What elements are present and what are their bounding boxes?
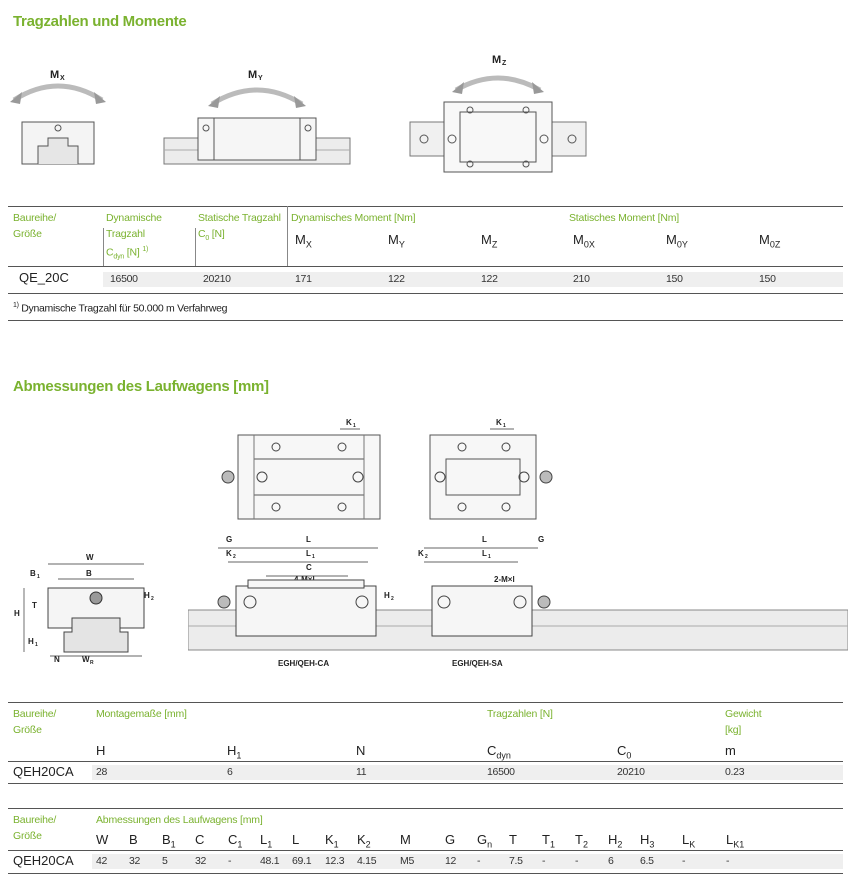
t2-cdyn: 16500 xyxy=(487,766,515,778)
svg-text:B: B xyxy=(30,569,36,578)
t3-col-symbol: T xyxy=(575,832,583,847)
table1-header-rule xyxy=(8,266,843,267)
t1-divider xyxy=(195,228,196,266)
t3-value: 48.1 xyxy=(260,855,280,867)
svg-text:2-M×l: 2-M×l xyxy=(494,575,515,584)
t3-col-header xyxy=(400,832,411,847)
svg-text:L: L xyxy=(482,535,487,544)
t1-m0y: 150 xyxy=(666,273,683,285)
table2-top-rule xyxy=(8,702,843,703)
svg-text:1: 1 xyxy=(503,423,506,429)
t3-value: 5 xyxy=(162,855,168,867)
table3-bottom-rule xyxy=(8,873,843,874)
table2-header-rule xyxy=(8,761,843,762)
my-moment-drawing xyxy=(162,62,352,172)
t3-col-symbol: T xyxy=(509,832,517,847)
t2-col-c0: $C_0$ xyxy=(617,743,632,761)
t3-value: 32 xyxy=(195,855,207,867)
svg-text:W: W xyxy=(86,553,94,562)
t3-col-header xyxy=(357,832,371,850)
t2-load-head: Tragzahlen [N] xyxy=(487,708,553,720)
t3-col-symbol: W xyxy=(96,832,109,847)
t3-value: - xyxy=(726,855,730,867)
t3-value: 42 xyxy=(96,855,108,867)
t1-mz: 122 xyxy=(481,273,498,285)
svg-text:Z: Z xyxy=(502,60,507,67)
t1-dyn-load-head: Dynamische Tragzahl $C_{dyn}$ [N] $^{1)}$ xyxy=(106,212,162,261)
svg-text:G: G xyxy=(538,535,545,544)
t3-col-symbol: C xyxy=(228,832,238,847)
t3-dims-head: Abmessungen des Laufwagens [mm] xyxy=(96,814,263,826)
svg-text:2: 2 xyxy=(425,554,428,560)
t3-col-symbol: L xyxy=(682,832,690,847)
t3-col-subscript: K xyxy=(689,839,696,850)
t1-m0x: 210 xyxy=(573,273,590,285)
t3-value: M5 xyxy=(400,855,414,867)
t3-col-symbol: G xyxy=(477,832,488,847)
t1-dyn-moment-head: Dynamisches Moment [Nm] xyxy=(291,212,416,224)
t3-value: - xyxy=(575,855,579,867)
t2-m: 0.23 xyxy=(725,766,745,778)
svg-text:N: N xyxy=(54,655,60,664)
svg-text:1: 1 xyxy=(312,554,315,560)
t2-col-m: m xyxy=(725,743,736,758)
t3-col-subscript: 1 xyxy=(170,839,176,850)
t3-value: 32 xyxy=(129,855,141,867)
t1-divider xyxy=(287,206,288,266)
svg-text:L: L xyxy=(306,549,311,558)
mz-moment-drawing xyxy=(408,50,588,175)
svg-text:L: L xyxy=(306,535,311,544)
svg-text:H: H xyxy=(144,591,150,600)
t2-mount-head: Montagemaße [mm] xyxy=(96,708,187,720)
t3-col-symbol: L xyxy=(726,832,734,847)
svg-text:W: W xyxy=(82,655,90,664)
t3-col-subscript: 1 xyxy=(237,839,243,850)
top-view-sa-drawing xyxy=(420,415,560,525)
t3-value: 4.15 xyxy=(357,855,377,867)
t3-value: - xyxy=(477,855,481,867)
svg-text:1: 1 xyxy=(37,574,40,580)
t2-col-h: H xyxy=(96,743,106,758)
t1-c0: 20210 xyxy=(203,273,231,285)
svg-text:1: 1 xyxy=(488,554,491,560)
t1-my: 122 xyxy=(388,273,405,285)
t1-cdyn: 16500 xyxy=(110,273,138,285)
mx-label: M xyxy=(50,69,60,81)
t3-col-symbol: H xyxy=(640,832,650,847)
svg-text:H: H xyxy=(384,591,390,600)
t3-col-header xyxy=(96,832,108,847)
t1-col-m0y: $M_{0Y}$ xyxy=(666,232,688,250)
t3-col-subscript: 2 xyxy=(365,839,371,850)
svg-text:B: B xyxy=(86,569,92,578)
t3-col-subscript: n xyxy=(487,839,493,850)
t3-col-symbol: L xyxy=(260,832,268,847)
cross-section-drawing xyxy=(10,548,160,670)
t3-col-header xyxy=(228,832,242,850)
t3-col-symbol: H xyxy=(608,832,618,847)
table1-row-rule xyxy=(8,293,843,294)
svg-text:K: K xyxy=(496,418,502,427)
t2-h1: 6 xyxy=(227,766,233,778)
t1-footnote: $^{1)}$ Dynamische Tragzahl für 50.000 m Verfahrweg xyxy=(13,302,228,315)
t2-col-n: N xyxy=(356,743,366,758)
t3-col-symbol: K xyxy=(357,832,366,847)
t3-col-subscript: 1 xyxy=(333,839,339,850)
table3-top-rule xyxy=(8,808,843,809)
t3-value: 6.5 xyxy=(640,855,654,867)
svg-text:C: C xyxy=(306,563,312,572)
svg-text:K: K xyxy=(346,418,352,427)
t3-col-header xyxy=(542,832,555,850)
t3-col-header xyxy=(477,832,492,850)
svg-text:1: 1 xyxy=(353,423,356,429)
t3-col-symbol: C xyxy=(195,832,205,847)
t3-col-header xyxy=(162,832,176,850)
t1-stat-moment-head: Statisches Moment [Nm] xyxy=(569,212,679,224)
svg-text:X: X xyxy=(60,75,65,82)
t3-col-subscript: 2 xyxy=(582,839,588,850)
t3-col-subscript: K1 xyxy=(733,839,745,850)
svg-text:H: H xyxy=(28,637,34,646)
t2-weight-head: Gewicht [kg] xyxy=(725,708,762,736)
t3-col-symbol: B xyxy=(162,832,171,847)
t2-col-cdyn: $C_{dyn}$ xyxy=(487,743,511,761)
t2-series: QEH20CA xyxy=(13,764,74,779)
t3-col-header xyxy=(445,832,455,847)
t3-col-header xyxy=(129,832,138,847)
t3-col-symbol: K xyxy=(325,832,334,847)
t3-col-header xyxy=(726,832,744,850)
svg-text:K: K xyxy=(226,549,232,558)
t3-col-header xyxy=(260,832,272,850)
t3-col-header xyxy=(509,832,517,847)
t3-col-subscript: 3 xyxy=(649,839,655,850)
table2-bottom-rule xyxy=(8,783,843,784)
t3-value: - xyxy=(228,855,232,867)
t1-col-mz: $M_Z$ xyxy=(481,232,498,250)
t3-col-subscript: 1 xyxy=(267,839,273,850)
table1-top-rule xyxy=(8,206,843,207)
t1-series-head: Baureihe/ Größe xyxy=(13,212,57,240)
svg-text:L: L xyxy=(482,549,487,558)
t1-col-my: $M_Y$ xyxy=(388,232,405,250)
t1-col-mx: $M_X$ xyxy=(295,232,312,250)
t3-col-header xyxy=(640,832,654,850)
t1-col-m0z: $M_{0Z}$ xyxy=(759,232,781,250)
t3-value: - xyxy=(542,855,546,867)
section-title-dimensions: Abmessungen des Laufwagens [mm] xyxy=(13,378,269,395)
t3-col-header xyxy=(325,832,339,850)
t3-col-symbol: G xyxy=(445,832,456,847)
t3-col-header xyxy=(292,832,299,847)
svg-text:T: T xyxy=(32,601,37,610)
t1-mx: 171 xyxy=(295,273,312,285)
t3-col-symbol: M xyxy=(400,832,411,847)
t3-col-header xyxy=(682,832,695,850)
t2-c0: 20210 xyxy=(617,766,645,778)
t3-col-header xyxy=(575,832,588,850)
t1-col-m0x: $M_{0X}$ xyxy=(573,232,595,250)
table3-header-rule xyxy=(8,850,843,851)
t3-value: 12.3 xyxy=(325,855,345,867)
svg-text:K: K xyxy=(418,549,424,558)
t2-col-h1: $H_1$ xyxy=(227,743,242,761)
section-title-loads: Tragzahlen und Momente xyxy=(13,13,187,30)
t3-col-header xyxy=(608,832,622,850)
t3-col-symbol: L xyxy=(292,832,300,847)
t1-stat-load-head: Statische Tragzahl $C_0$ [N] xyxy=(198,212,281,243)
t2-series-head: Baureihe/ Größe xyxy=(13,708,57,736)
svg-text:M: M xyxy=(248,69,258,81)
t3-series: QEH20CA xyxy=(13,853,74,868)
svg-text:1: 1 xyxy=(35,642,38,648)
t3-col-subscript: 1 xyxy=(549,839,555,850)
svg-text:Y: Y xyxy=(258,75,263,82)
t3-value: 6 xyxy=(608,855,614,867)
t3-col-header xyxy=(195,832,204,847)
t1-divider xyxy=(103,228,104,266)
svg-text:2: 2 xyxy=(391,596,394,602)
side-view-drawing xyxy=(188,530,848,678)
svg-text:R: R xyxy=(90,660,94,666)
svg-text:G: G xyxy=(226,535,233,544)
t2-h: 28 xyxy=(96,766,108,778)
t3-value: 69.1 xyxy=(292,855,312,867)
svg-text:H: H xyxy=(14,609,20,618)
svg-text:2: 2 xyxy=(151,596,154,602)
mx-moment-drawing xyxy=(8,62,108,174)
t3-series-head: Baureihe/ Größe xyxy=(13,814,57,842)
svg-text:EGH/QEH-SA: EGH/QEH-SA xyxy=(452,659,503,668)
t1-m0z: 150 xyxy=(759,273,776,285)
t3-value: 7.5 xyxy=(509,855,523,867)
svg-text:2: 2 xyxy=(233,554,236,560)
t3-value: 12 xyxy=(445,855,457,867)
svg-text:M: M xyxy=(492,54,502,66)
t3-col-subscript: 2 xyxy=(617,839,623,850)
t3-col-symbol: B xyxy=(129,832,138,847)
t1-series: QE_20C xyxy=(19,270,69,285)
svg-text:EGH/QEH-CA: EGH/QEH-CA xyxy=(278,659,330,668)
t2-n: 11 xyxy=(356,766,367,778)
table1-bottom-rule xyxy=(8,320,843,321)
top-view-ca-drawing xyxy=(218,415,398,525)
t3-value: - xyxy=(682,855,686,867)
t3-col-symbol: T xyxy=(542,832,550,847)
